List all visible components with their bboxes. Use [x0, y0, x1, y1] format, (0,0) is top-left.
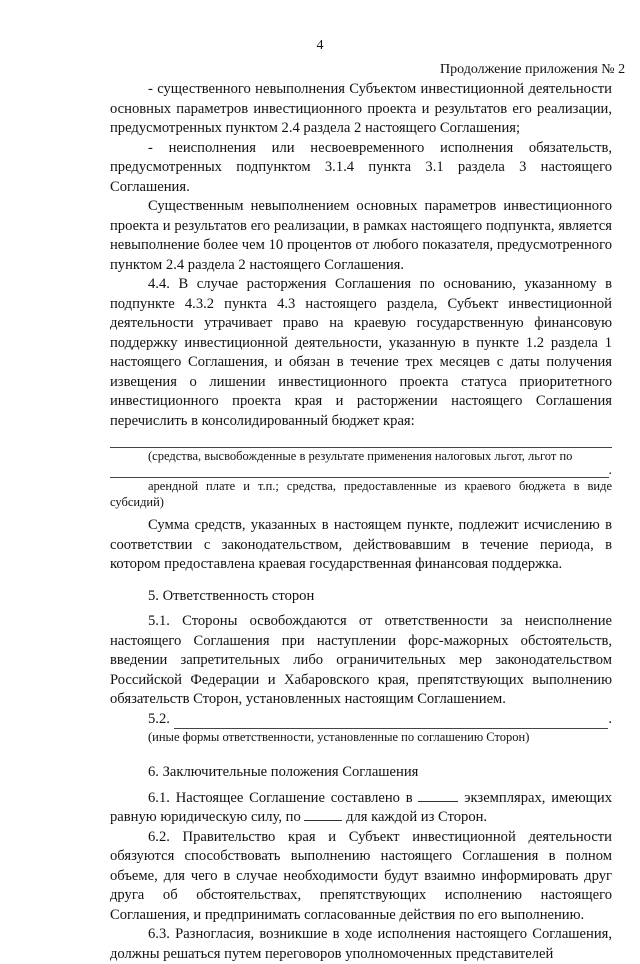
blank-line-funds-1	[110, 431, 612, 448]
caption-funds-1: (средства, высвобожденные в результате применения налоговых льгот, льгот по	[148, 449, 573, 463]
caption-funds-2: арендной плате и т.п.; средства, предоставленные из краевого бюджета в виде субсидий)	[110, 479, 612, 509]
clause-5-2-blank	[174, 714, 608, 729]
continuation-note: Продолжение приложения № 2	[440, 62, 626, 77]
period-mark: .	[608, 463, 612, 478]
clause-5-2-caption: (иные формы ответственности, установленные по соглашению Сторон)	[148, 730, 530, 744]
paragraph-material-failure: Существенным невыполнением основных параметров инвестиционного проекта и результатов его реализации, в рамках настоящего подпункта, является невыполнение более чем 10 процентов от любого показателя, предусмотренного пунктом 2.4 раздела 2 настоящего Соглашения.	[110, 198, 612, 273]
clause-5-2-label: 5.2.	[148, 710, 170, 727]
paragraph-6-1: 6.1. Настоящее Соглашение составлено в экземплярах, имеющих равную юридическую силу, по для каждой из Сторон.	[110, 789, 612, 825]
blank-line-funds-2	[110, 467, 609, 478]
section-5-heading: 5. Ответственность сторон	[148, 587, 315, 604]
copies-count-blank	[418, 789, 458, 802]
paragraph-4-4: 4.4. В случае расторжения Соглашения по основанию, указанному в подпункте 4.3.2 пункта 4.3 настоящего раздела, Субъект инвестиционной деятельности утрачивает право на краевую государственную финансовую поддержку инвестиционной деятельности, указанную в пункте 1.2 раздела 1 настоящего Соглашения, и обязан в течение трех месяцев с даты получения извещения о лишении инвестиционного проекта статуса приоритетного инвестиционного проекта края и расторжении настоящего Соглашения перечислить в консолидированный бюджет края:	[110, 276, 612, 429]
document-body	[110, 80, 612, 964]
paragraph-6-3: 6.3. Разногласия, возникшие в ходе исполнения настоящего Соглашения, должны решаться путем переговоров уполномоченных представителей	[110, 926, 612, 962]
paragraph-noncompliance: - существенного невыполнения Субъектом инвестиционной деятельности основных параметров инвестиционного проекта и результатов его реализации, предусмотренных пунктом 2.4 раздела 2 настоящего Соглашения;	[110, 81, 612, 136]
section-6-heading: 6. Заключительные положения Соглашения	[148, 764, 419, 780]
clause-5-2-row	[110, 710, 612, 730]
paragraph-late-execution: - неисполнения или несвоевременного исполнения обязательств, предусмотренных подпунктом 3.1.4 пункта 3.1 раздела 3 настоящего Соглашения.	[110, 139, 612, 195]
copies-per-party-blank	[304, 808, 342, 821]
page-number: 4	[316, 38, 324, 53]
paragraph-sum: Сумма средств, указанных в настоящем пункте, подлежит исчислению в соответствии с законодательством, действовавшим в течение периода, в котором предоставлена краевая государственная финансовая поддержка.	[110, 517, 612, 572]
paragraph-5-1: 5.1. Стороны освобождаются от ответственности за неисполнение настоящего Соглашения при наступлении форс-мажорных обстоятельств, введении запретительных либо ограничительных мер законодательством Российской Федерации и Хабаровского края, препятствующих выполнению обязательств Сторон, установленных настоящим Соглашением.	[110, 613, 612, 707]
blank-line-funds-2-row	[110, 464, 612, 478]
clause-5-2-period: .	[608, 710, 612, 727]
paragraph-6-2: 6.2. Правительство края и Субъект инвестиционной деятельности обязуются способствовать выполнению настоящего Соглашения в полном объеме, для чего в случае необходимости будут взаимно информировать друг друга об обстоятельствах, препятствующих исполнению настоящего Соглашения, и предпринимать согласованные действия по его выполнению.	[110, 828, 612, 923]
